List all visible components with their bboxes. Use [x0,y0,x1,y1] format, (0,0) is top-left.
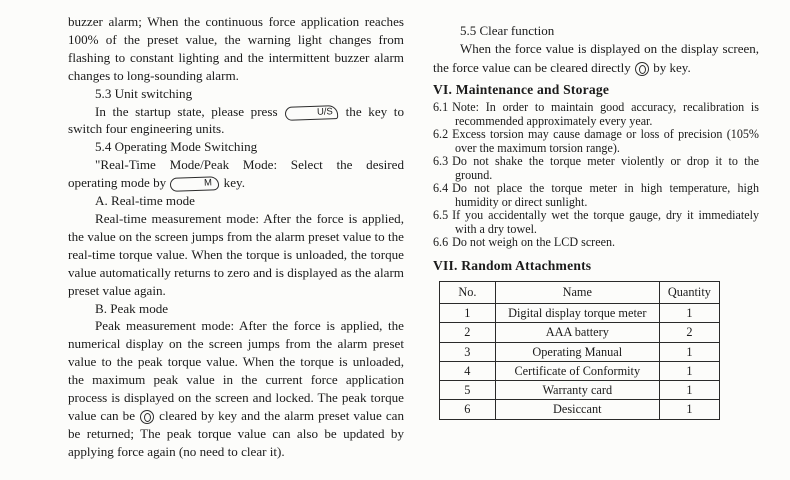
table-header-row [440,281,720,303]
paragraph-peak-mode [68,317,404,460]
cell-no: 4 [440,361,496,380]
us-key-icon: U/S [285,105,338,121]
paragraph-buzzer-alarm: buzzer alarm; When the continuous force application reaches 100% of the preset value, the warning light changes from flashing to constant lighting and the intermittent buzzer alarm changes to long-sounding alarm. [68,14,404,83]
clear-key-glyph [144,413,151,422]
table-row [440,303,720,322]
item-number: 6.3 [433,154,449,169]
cell-no: 6 [440,400,496,419]
section-5-3-heading: 5.3 Unit switching [95,85,193,101]
paragraph-clear-function [433,40,759,77]
peak-mode-text-post: cleared by key and the alarm preset value can be returned; The peak torque value can also be updated by applying force again (no need to clear it). [68,407,404,459]
section-vi-heading: VI. Maintenance and Storage [433,81,610,97]
paragraph-realtime-mode: Real-time measurement mode: After the force is applied, the value on the screen jumps from the alarm preset value to the real-time torque value. When the torque is unloaded, the torque value automatically returns to zero and is displayed as the alarm preset value again. [68,210,404,298]
item-text: If you accidentally wet the torque gauge, dry it immediately with a dry towel. [452,208,759,236]
mode-select-text-pre: "Real-Time Mode/Peak Mode: Select the desired operating mode by [68,157,404,191]
mode-select-text-post: key. [220,175,245,191]
cell-qty: 2 [659,323,719,342]
cell-no: 1 [440,303,496,322]
table-row [440,342,720,361]
cell-no: 5 [440,381,496,400]
list-item [433,236,759,250]
clear-key-icon [635,62,649,76]
header-name: Name [495,281,659,303]
clear-function-text-pre: When the force value is displayed on the display screen, the force value can be cleared directly [433,41,759,75]
table-row [440,323,720,342]
section-5-5-heading: 5.5 Clear function [460,23,555,38]
item-text: Do not shake the torque meter violently or drop it to the ground. [452,154,759,182]
unit-switching-text-pre: In the startup state, please press [95,103,285,119]
list-item [433,155,759,182]
clear-key-icon [140,410,154,424]
paragraph-unit-switching [68,103,404,139]
cell-qty: 1 [659,400,719,419]
cell-qty: 1 [659,361,719,380]
list-item [433,128,759,155]
list-item [433,101,759,128]
item-text: Excess torsion may cause damage or loss of precision (105% over the maximum torsion range). [452,127,759,155]
section-a-heading: A. Real-time mode [95,193,195,209]
cell-no: 3 [440,342,496,361]
paragraph-mode-select [68,156,404,192]
cell-no: 2 [440,323,496,342]
m-key-icon: M [170,176,219,192]
section-5-4-heading: 5.4 Operating Mode Switching [95,139,258,155]
item-number: 6.1 [433,100,449,115]
clear-function-text-post: by key. [650,59,691,75]
left-column [68,13,404,461]
cell-name: Desiccant [495,400,659,419]
cell-qty: 1 [659,303,719,322]
header-no: No. [440,281,496,303]
cell-name: Warranty card [495,381,659,400]
peak-mode-text-pre: Peak measurement mode: After the force is applied, the numerical display on the screen jumps from the alarm preset value to the peak torque value. When the torque is unloaded, the maximum peak value in the current force application process is displayed on the screen and locked. The peak torque value can be [68,318,404,423]
cell-name: Operating Manual [495,342,659,361]
item-number: 6.4 [433,181,449,196]
table-row [440,361,720,380]
cell-name: Certificate of Conformity [495,361,659,380]
unit-switching-text-post: the key to switch four engineering units. [68,103,404,137]
table-row [440,400,720,419]
clear-key-glyph [639,65,646,74]
section-vii-heading: VII. Random Attachments [433,257,592,273]
item-number: 6.5 [433,208,449,223]
list-item [433,209,759,236]
cell-name: AAA battery [495,323,659,342]
item-text: Note: In order to maintain good accuracy, recalibration is recommended approximately every year. [452,100,759,128]
cell-qty: 1 [659,381,719,400]
right-column [433,22,759,420]
item-text: Do not place the torque meter in high temperature, high humidity or direct sunlight. [452,181,759,209]
list-item [433,182,759,209]
item-number: 6.2 [433,127,449,142]
attachments-table [439,281,720,420]
table-row [440,381,720,400]
header-quantity: Quantity [659,281,719,303]
maintenance-list [433,101,759,250]
item-text: Do not weigh on the LCD screen. [452,235,616,250]
item-number: 6.6 [433,235,449,250]
cell-name: Digital display torque meter [495,303,659,322]
cell-qty: 1 [659,342,719,361]
section-b-heading: B. Peak mode [95,300,169,316]
